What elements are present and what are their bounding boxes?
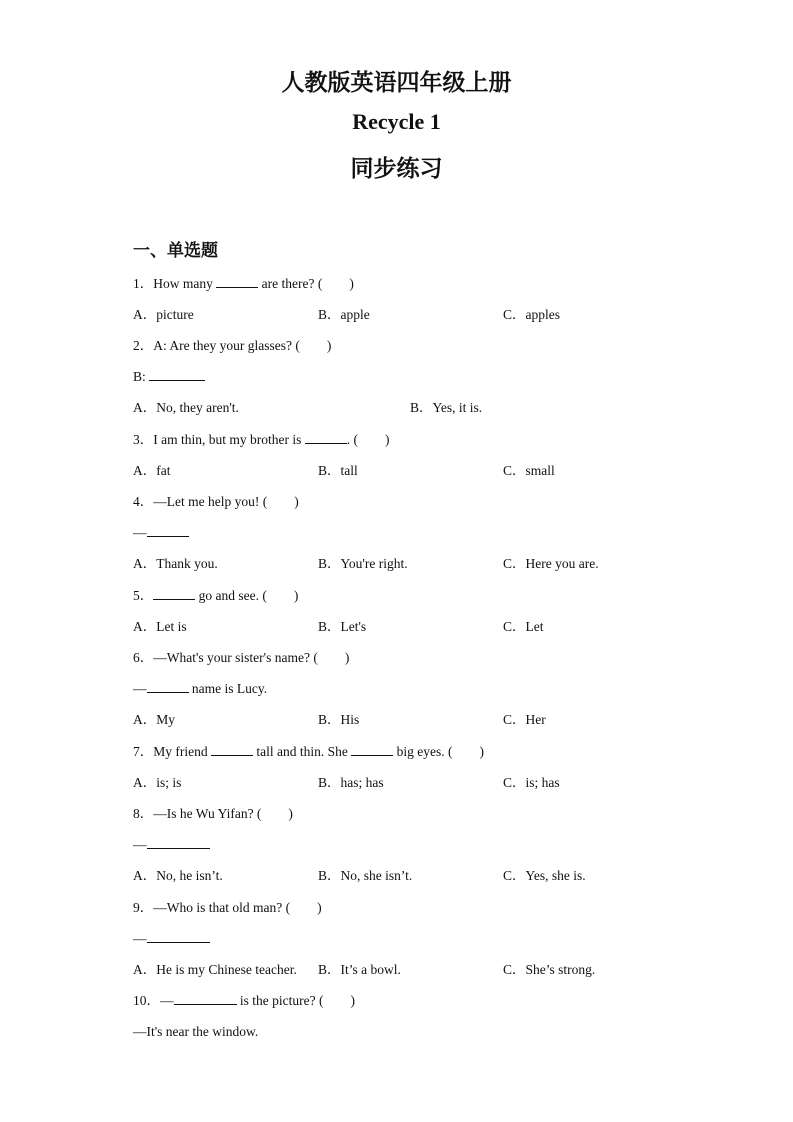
answer-blank xyxy=(305,430,347,444)
answer-blank xyxy=(351,742,393,756)
q4-option-b: B．You're right. xyxy=(318,556,408,571)
q6-option-c: C．Her xyxy=(503,712,546,727)
q9-option-a: A．He is my Chinese teacher. xyxy=(133,962,297,977)
question-7-text-a: 7．My friend xyxy=(133,744,211,759)
question-5 xyxy=(133,586,298,606)
question-10-reply: —It's near the window. xyxy=(133,1024,259,1039)
q7-option-a: A．is; is xyxy=(133,775,182,790)
answer-blank xyxy=(147,929,210,943)
question-8: 8．—Is he Wu Yifan? ( ) xyxy=(133,806,293,821)
q9-option-b: B．It’s a bowl. xyxy=(318,962,401,977)
answer-blank xyxy=(147,679,189,693)
question-9: 9．—Who is that old man? ( ) xyxy=(133,900,322,915)
question-3-text-a: 3．I am thin, but my brother is xyxy=(133,432,305,447)
question-6-reply-dash: — xyxy=(133,681,147,696)
question-10-text-a: 10．— xyxy=(133,993,174,1008)
q5-option-a: A．Let is xyxy=(133,619,187,634)
answer-blank xyxy=(174,991,237,1005)
q5-option-c: C．Let xyxy=(503,619,544,634)
answer-blank xyxy=(216,274,258,288)
question-4-reply-text: — xyxy=(133,525,147,540)
question-2-reply-text: B: xyxy=(133,369,150,384)
q3-option-c: C．small xyxy=(503,463,555,478)
question-7-text-c: big eyes. ( ) xyxy=(393,744,484,759)
q8-option-b: B．No, she isn’t. xyxy=(318,868,413,883)
question-1 xyxy=(133,274,354,294)
question-5-text-b: go and see. ( ) xyxy=(195,588,299,603)
q5-option-b: B．Let's xyxy=(318,619,367,634)
question-9-reply xyxy=(133,929,210,949)
answer-blank xyxy=(149,367,205,381)
q9-option-c: C．She’s strong. xyxy=(503,962,596,977)
answer-blank xyxy=(147,835,210,849)
question-8-reply xyxy=(133,835,210,855)
document-subtitle: Recycle 1 xyxy=(352,109,441,134)
q3-option-b: B．tall xyxy=(318,463,358,478)
question-4: 4．—Let me help you! ( ) xyxy=(133,494,299,509)
q6-option-b: B．His xyxy=(318,712,360,727)
question-6-reply-text: name is Lucy. xyxy=(188,681,268,696)
question-10 xyxy=(133,991,355,1011)
question-3-text-b: . ( ) xyxy=(346,432,390,447)
q7-option-c: C．is; has xyxy=(503,775,560,790)
question-4-reply xyxy=(133,523,189,543)
q1-option-a: A．picture xyxy=(133,307,194,322)
question-5-text-a: 5． xyxy=(133,588,154,603)
document-subtitle-2: 同步练习 xyxy=(350,156,443,181)
q1-option-c: C．apples xyxy=(503,307,560,322)
answer-blank xyxy=(147,523,189,537)
question-3 xyxy=(133,430,389,450)
question-2-reply xyxy=(133,367,205,387)
document-title: 人教版英语四年级上册 xyxy=(281,70,512,95)
question-7 xyxy=(133,742,484,762)
q1-option-b: B．apple xyxy=(318,307,370,322)
question-1-text-b: are there? ( ) xyxy=(258,276,354,291)
question-7-text-b: tall and thin. She xyxy=(253,744,352,759)
q8-option-a: A．No, he isn’t. xyxy=(133,868,223,883)
question-1-text-a: 1．How many xyxy=(133,276,217,291)
question-9-reply-text: — xyxy=(133,931,147,946)
answer-blank xyxy=(211,742,253,756)
q2-option-a: A．No, they aren't. xyxy=(133,400,239,415)
q2-option-b: B．Yes, it is. xyxy=(410,400,483,415)
question-6-reply xyxy=(133,679,267,699)
question-10-text-b: is the picture? ( ) xyxy=(236,993,355,1008)
answer-blank xyxy=(153,586,195,600)
q4-option-c: C．Here you are. xyxy=(503,556,599,571)
question-2: 2．A: Are they your glasses? ( ) xyxy=(133,338,332,353)
question-6: 6．—What's your sister's name? ( ) xyxy=(133,650,350,665)
q6-option-a: A．My xyxy=(133,712,176,727)
question-8-reply-text: — xyxy=(133,837,147,852)
q7-option-b: B．has; has xyxy=(318,775,384,790)
section-heading: 一、单选题 xyxy=(133,241,218,260)
q8-option-c: C．Yes, she is. xyxy=(503,868,586,883)
q4-option-a: A．Thank you. xyxy=(133,556,218,571)
q3-option-a: A．fat xyxy=(133,463,171,478)
